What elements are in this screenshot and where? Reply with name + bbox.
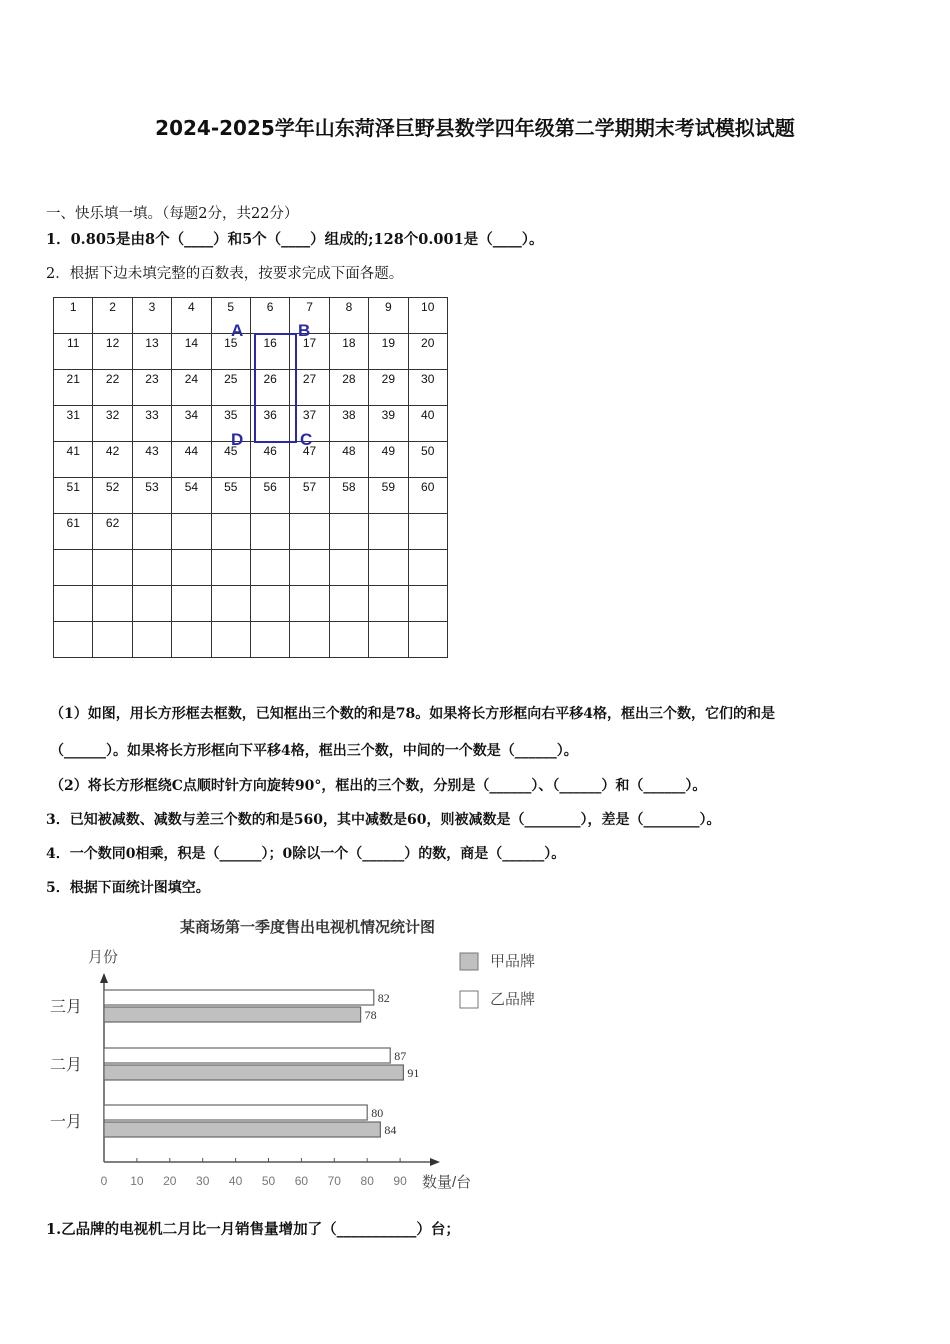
legend-swatch-jia [460, 953, 478, 970]
table-cell: 46 [250, 442, 289, 478]
legend-label: 甲品牌 [490, 953, 536, 970]
point-c: C [300, 430, 313, 449]
table-cell: 33 [132, 406, 171, 442]
table-cell: 2 [93, 298, 132, 334]
question-2: 2．根据下边未填完整的百数表，按要求完成下面各题。 [46, 266, 404, 282]
table-cell [172, 514, 211, 550]
legend-label: 乙品牌 [490, 991, 536, 1008]
y-axis-arrow [100, 973, 108, 983]
table-cell [290, 514, 329, 550]
table-cell [369, 622, 408, 658]
table-cell [329, 550, 368, 586]
table-cell [408, 550, 447, 586]
x-tick-label: 0 [100, 1174, 108, 1188]
table-cell [408, 586, 447, 622]
table-cell [132, 622, 171, 658]
table-cell: 6 [250, 298, 289, 334]
table-cell: 58 [329, 478, 368, 514]
table-cell: 57 [290, 478, 329, 514]
table-cell: 4 [172, 298, 211, 334]
question-2-1-line2: （______）。如果将长方形框向下平移4格，框出三个数，中间的一个数是（______）。 [50, 743, 578, 759]
table-cell: 19 [369, 334, 408, 370]
table-cell [290, 550, 329, 586]
question-1: 1．0.805是由8个（____）和5个（____）组成的;128个0.001是（____）。 [46, 231, 544, 248]
bar [104, 1007, 361, 1022]
bar-chart [40, 905, 560, 1205]
table-cell [369, 586, 408, 622]
table-cell: 25 [211, 370, 250, 406]
table-cell: 50 [408, 442, 447, 478]
table-cell [54, 586, 93, 622]
table-cell: 42 [93, 442, 132, 478]
table-cell [93, 622, 132, 658]
y-axis-label: 月份 [88, 949, 119, 966]
bar [104, 1048, 390, 1063]
table-cell: 11 [54, 334, 93, 370]
table-cell: 3 [132, 298, 171, 334]
table-cell: 61 [54, 514, 93, 550]
x-tick-label: 10 [130, 1174, 144, 1188]
table-cell: 51 [54, 478, 93, 514]
data-label: 82 [377, 991, 390, 1005]
table-cell: 56 [250, 478, 289, 514]
table-cell [93, 586, 132, 622]
table-cell [250, 514, 289, 550]
question-4: 4．一个数同0相乘，积是（______）；0除以一个（______）的数，商是（______）。 [46, 846, 566, 862]
table-cell [329, 514, 368, 550]
x-tick-label: 60 [294, 1174, 309, 1188]
table-cell: 54 [172, 478, 211, 514]
table-cell: 10 [408, 298, 447, 334]
bar [104, 990, 374, 1005]
table-cell [132, 550, 171, 586]
table-cell: 39 [369, 406, 408, 442]
table-cell [132, 586, 171, 622]
table-cell: 5 [211, 298, 250, 334]
table-cell: 59 [369, 478, 408, 514]
x-axis-label: 数量/台 [422, 1174, 472, 1191]
x-tick-label: 20 [163, 1174, 177, 1188]
table-cell [54, 622, 93, 658]
table-cell [211, 622, 250, 658]
section-heading: 一、快乐填一填。（每题2分，共22分） [46, 206, 299, 222]
table-cell: 8 [329, 298, 368, 334]
x-tick-label: 90 [393, 1174, 407, 1188]
x-tick-label: 80 [360, 1174, 374, 1188]
blue-rectangle-frame [254, 333, 297, 443]
table-cell [172, 550, 211, 586]
table-cell [408, 622, 447, 658]
table-cell: 38 [329, 406, 368, 442]
table-cell: 45 [211, 442, 250, 478]
category-label: 一月 [50, 1114, 83, 1131]
table-cell [211, 550, 250, 586]
table-cell [132, 514, 171, 550]
table-cell: 9 [369, 298, 408, 334]
table-cell: 40 [408, 406, 447, 442]
table-cell: 16 [250, 334, 289, 370]
table-cell: 12 [93, 334, 132, 370]
question-2-2: （2）将长方形框绕C点顺时针方向旋转90°，框出的三个数，分别是（______）、（______）和（______）。 [50, 778, 707, 794]
category-label: 三月 [50, 999, 83, 1016]
bar [104, 1065, 403, 1080]
table-cell [290, 586, 329, 622]
table-cell: 37 [290, 406, 329, 442]
bar [104, 1105, 367, 1120]
table-cell: 15 [211, 334, 250, 370]
table-cell: 27 [290, 370, 329, 406]
table-cell: 62 [93, 514, 132, 550]
chart-title: 某商场第一季度售出电视机情况统计图 [180, 919, 436, 936]
table-cell: 22 [93, 370, 132, 406]
table-cell [329, 622, 368, 658]
point-d: D [231, 430, 244, 449]
table-cell [250, 622, 289, 658]
table-cell [369, 514, 408, 550]
category-label: 二月 [50, 1057, 83, 1074]
data-label: 78 [364, 1008, 377, 1022]
table-cell: 26 [250, 370, 289, 406]
table-cell [369, 550, 408, 586]
table-cell [172, 622, 211, 658]
table-cell: 18 [329, 334, 368, 370]
bar [104, 1122, 380, 1137]
x-axis-arrow [430, 1158, 440, 1166]
data-label: 84 [384, 1123, 397, 1137]
point-a: A [231, 321, 244, 340]
table-cell: 1 [54, 298, 93, 334]
table-cell [408, 514, 447, 550]
table-cell: 7 [290, 298, 329, 334]
question-5: 5．根据下面统计图填空。 [46, 880, 210, 896]
x-tick-label: 50 [261, 1174, 276, 1188]
table-cell [211, 586, 250, 622]
x-tick-label: 70 [327, 1174, 341, 1188]
point-b: B [298, 321, 311, 340]
table-cell: 49 [369, 442, 408, 478]
table-cell: 35 [211, 406, 250, 442]
table-cell: 13 [132, 334, 171, 370]
data-label: 91 [407, 1066, 420, 1080]
table-cell [329, 586, 368, 622]
table-cell: 36 [250, 406, 289, 442]
question-3: 3．已知被减数、减数与差三个数的和是560，其中减数是60，则被减数是（________），差是（________）。 [46, 812, 721, 828]
table-cell: 24 [172, 370, 211, 406]
table-cell: 34 [172, 406, 211, 442]
hundred-table [53, 297, 448, 658]
table-cell: 43 [132, 442, 171, 478]
table-cell: 29 [369, 370, 408, 406]
table-cell: 55 [211, 478, 250, 514]
table-cell: 53 [132, 478, 171, 514]
data-label: 80 [371, 1106, 384, 1120]
question-2-1-line1: （1）如图，用长方形框去框数，已知框出三个数的和是78。如果将长方形框向右平移4格，框出三个数，它们的和是 [50, 706, 775, 722]
table-cell: 32 [93, 406, 132, 442]
table-cell: 30 [408, 370, 447, 406]
table-cell: 20 [408, 334, 447, 370]
table-cell [211, 514, 250, 550]
table-cell: 44 [172, 442, 211, 478]
legend-swatch-yi [460, 991, 478, 1008]
table-cell [290, 622, 329, 658]
table-cell: 23 [132, 370, 171, 406]
table-cell: 28 [329, 370, 368, 406]
table-cell: 47 [290, 442, 329, 478]
table-cell [93, 550, 132, 586]
table-cell [172, 586, 211, 622]
table-cell: 14 [172, 334, 211, 370]
table-cell [250, 586, 289, 622]
table-cell: 21 [54, 370, 93, 406]
question-5-1: 1.乙品牌的电视机二月比一月销售量增加了（___________）台； [46, 1221, 460, 1238]
data-label: 87 [394, 1049, 407, 1063]
table-cell: 41 [54, 442, 93, 478]
table-cell: 31 [54, 406, 93, 442]
table-cell [250, 550, 289, 586]
x-tick-label: 40 [228, 1174, 243, 1188]
table-cell: 52 [93, 478, 132, 514]
table-cell: 17 [290, 334, 329, 370]
table-cell: 48 [329, 442, 368, 478]
table-cell [54, 550, 93, 586]
table-cell: 60 [408, 478, 447, 514]
page-title: 2024-2025学年山东菏泽巨野县数学四年级第二学期期末考试模拟试题 [155, 116, 795, 140]
x-tick-label: 30 [196, 1174, 210, 1188]
